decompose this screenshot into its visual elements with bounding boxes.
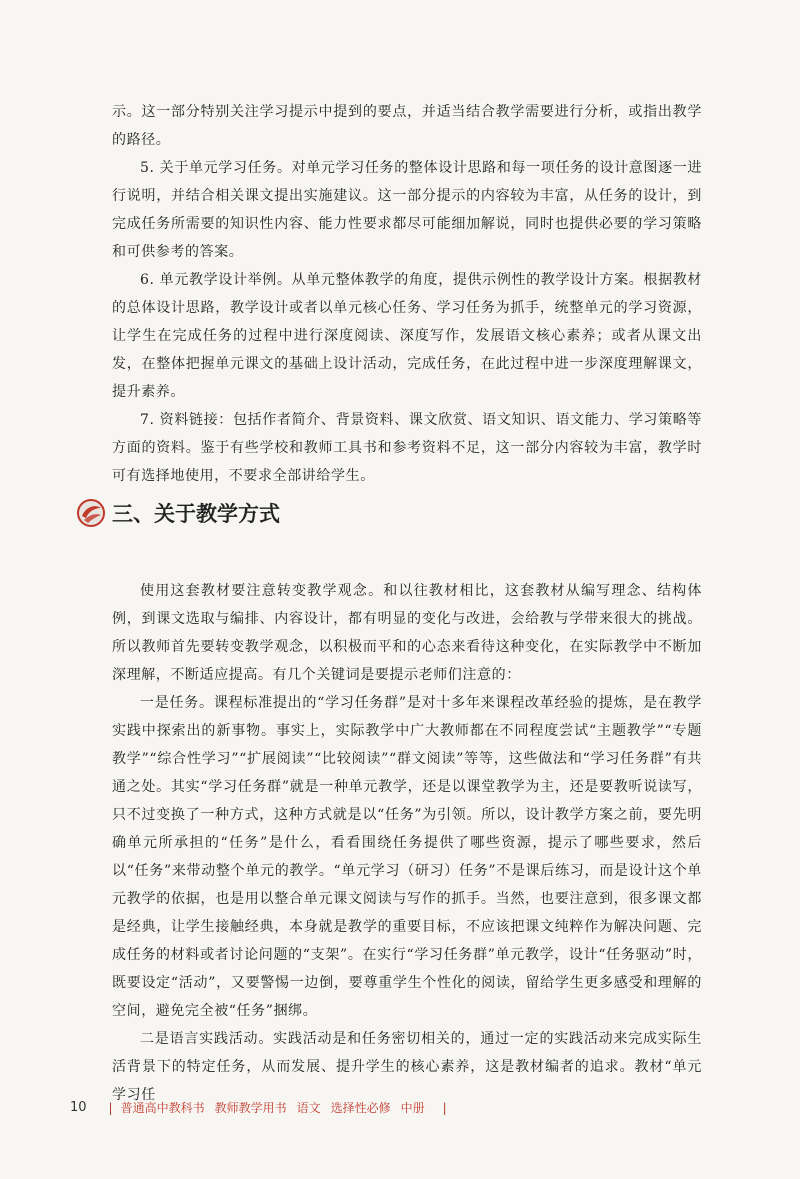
footer-subject: 语文 — [296, 1101, 321, 1115]
section-heading — [76, 498, 280, 528]
footer-book-series: 普通高中教科书 — [120, 1101, 205, 1115]
paragraph: 6. 单元教学设计举例。从单元整体教学的角度，提供示例性的教学设计方案。根据教材的总体设计思路，教学设计或者以单元核心任务、学习任务为抓手，统整单元的学习资源，让学生在完成任务的过程中进行深度阅读、深度写作，发展语文核心素养；或者从课文出发，在整体把握单元课文的基础上设计活动，完成任务，在此过程中进一步深度理解课文，提升素养。 — [112, 272, 702, 400]
paragraph: 7. 资料链接：包括作者简介、背景资料、课文欣赏、语文知识、语文能力、学习策略等方面的资料。鉴于有些学校和教师工具书和参考资料不足，这一部分内容较为丰富，教学时可有选择地使用，不要求全部讲给学生。 — [112, 412, 702, 484]
footer-volume: 中册 — [400, 1101, 425, 1115]
paragraph: 二是语言实践活动。实践活动是和任务密切相关的，通过一定的实践活动来完成实际生活背景下的特定任务，从而发展、提升学生的核心素养，这是教材编者的追求。教材“单元学习任 — [112, 1031, 702, 1103]
top-text-block — [112, 98, 702, 490]
section-title: 三、关于教学方式 — [112, 502, 280, 526]
footer-divider: | — [108, 1100, 113, 1115]
footer-book-type: 教师教学用书 — [214, 1101, 287, 1115]
page-number: 10 — [70, 1100, 87, 1115]
paragraph: 一是任务。课程标准提出的“学习任务群”是对十多年来课程改革经验的提炼，是在教学实践中探索出的新事物。事实上，实际教学中广大教师都在不同程度尝试“主题教学”“专题教学”“综合性学习”“扩展阅读”“比较阅读”“群文阅读”等等，这些做法和“学习任务群”有共通之处。其实“学习任务群”就是一种单元教学，还是以课堂教学为主，还是要教听说读写，只不过变换了一种方式，这种方式就是以“任务”为引领。所以，设计教学方案之前，要先明确单元所承担的“任务”是什么，看看围绕任务提供了哪些资源，提示了哪些要求，然后以“任务”来带动整个单元的教学。“单元学习（研习）任务”不是课后练习，而是设计这个单元教学的依据，也是用以整合单元课文阅读与写作的抓手。当然，也要注意到，很多课文都是经典，让学生接触经典，本身就是教学的重要目标，不应该把课文纯粹作为解决问题、完成任务的材料或者讨论问题的“支架”。在实行“学习任务群”单元教学，设计“任务驱动”时，既要设定“活动”，又要警惕一边倒，要尊重学生个性化的阅读，留给学生更多感受和理解的空间，避免完全被“任务”捆绑。 — [112, 695, 702, 1019]
footer-volume-category: 选择性必修 — [330, 1101, 391, 1115]
paragraph: 示。这一部分特别关注学习提示中提到的要点，并适当结合教学需要进行分析，或指出教学的路径。 — [112, 104, 702, 148]
paragraph: 5. 关于单元学习任务。对单元学习任务的整体设计思路和每一项任务的设计意图逐一进行说明，并结合相关课文提出实施建议。这一部分提示的内容较为丰富，从任务的设计，到完成任务所需要的知识性内容、能力性要求都尽可能细加解说，同时也提供必要的学习策略和可供参考的答案。 — [112, 160, 702, 260]
page-footer — [70, 1099, 455, 1116]
bottom-text-block — [112, 577, 702, 1109]
footer-divider: | — [442, 1100, 447, 1115]
swirl-circle-icon — [76, 498, 106, 528]
paragraph: 使用这套教材要注意转变教学观念。和以往教材相比，这套教材从编写理念、结构体例，到课文选取与编排、内容设计，都有明显的变化与改进，会给教与学带来很大的挑战。所以教师首先要转变教学观念，以积极而平和的心态来看待这种变化，在实际教学中不断加深理解，不断适应提高。有几个关键词是要提示老师们注意的： — [112, 583, 702, 683]
